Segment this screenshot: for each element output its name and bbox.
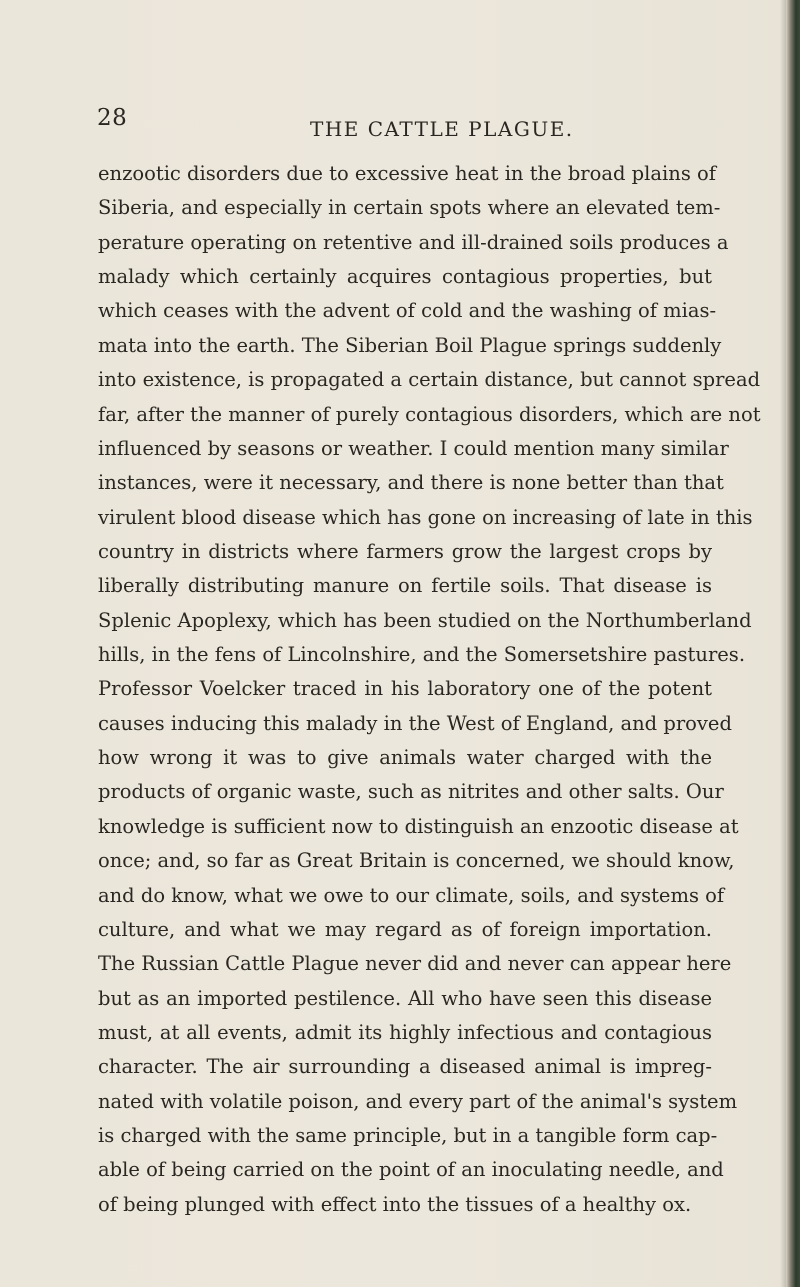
text-line: and do know, what we owe to our climate, soils, and systems of [98,883,725,907]
text-line: once; and, so far as Great Britain is concerned, we should know, [98,849,735,873]
text-line: mata into the earth. The Siberian Boil Plague springs suddenly [98,333,722,357]
text-line: must, at all events, admit its highly infectious and contagious [98,1020,712,1044]
body-text [98,157,761,1222]
text-line: Siberia, and especially in certain spots where an elevated tem- [98,196,721,220]
text-line: The Russian Cattle Plague never did and never can appear here [98,952,732,976]
page-header [0,105,800,145]
text-line: malady which certainly acquires contagious properties, but [98,265,712,289]
text-line: far, after the manner of purely contagious disorders, which are not [98,402,761,426]
text-line: Splenic Apoplexy, which has been studied on the Northumberland [98,608,752,632]
text-line: which ceases with the advent of cold and the washing of mias- [98,299,717,323]
text-line: causes inducing this malady in the West of England, and proved [98,711,732,735]
text-line: but as an imported pestilence. All who have seen this disease [98,986,712,1010]
text-line: culture, and what we may regard as of foreign importation. [98,917,712,941]
text-line: country in districts where farmers grow the largest crops by [98,539,712,563]
text-line: Professor Voelcker traced in his laboratory one of the potent [98,677,712,701]
text-line: how wrong it was to give animals water charged with the [98,746,712,770]
text-line: instances, were it necessary, and there is none better than that [98,471,724,495]
adjacent-page-edge [786,0,800,1287]
text-line: perature operating on retentive and ill-drained soils produces a [98,230,729,254]
text-line: knowledge is sufficient now to distinguish an enzootic disease at [98,814,739,838]
running-head: THE CATTLE PLAGUE. [310,117,574,141]
page-number: 28 [97,105,128,131]
text-line: able of being carried on the point of an inoculating needle, and [98,1158,724,1182]
text-line: of being plunged with effect into the tissues of a healthy ox. [98,1192,692,1216]
text-line: is charged with the same principle, but in a tangible form cap- [98,1124,718,1148]
text-line: into existence, is propagated a certain distance, but cannot spread [98,368,761,392]
text-line: character. The air surrounding a diseased animal is impreg- [98,1055,712,1079]
text-line: nated with volatile poison, and every part of the animal's system [98,1089,738,1113]
text-line: hills, in the fens of Lincolnshire, and the Somersetshire pastures. [98,643,746,667]
text-line: influenced by seasons or weather. I could mention many similar [98,436,729,460]
text-line: products of organic waste, such as nitrites and other salts. Our [98,780,724,804]
text-line: liberally distributing manure on fertile soils. That disease is [98,574,712,598]
text-line: enzootic disorders due to excessive heat in the broad plains of [98,162,716,185]
text-line: virulent blood disease which has gone on increasing of late in this [98,505,753,529]
